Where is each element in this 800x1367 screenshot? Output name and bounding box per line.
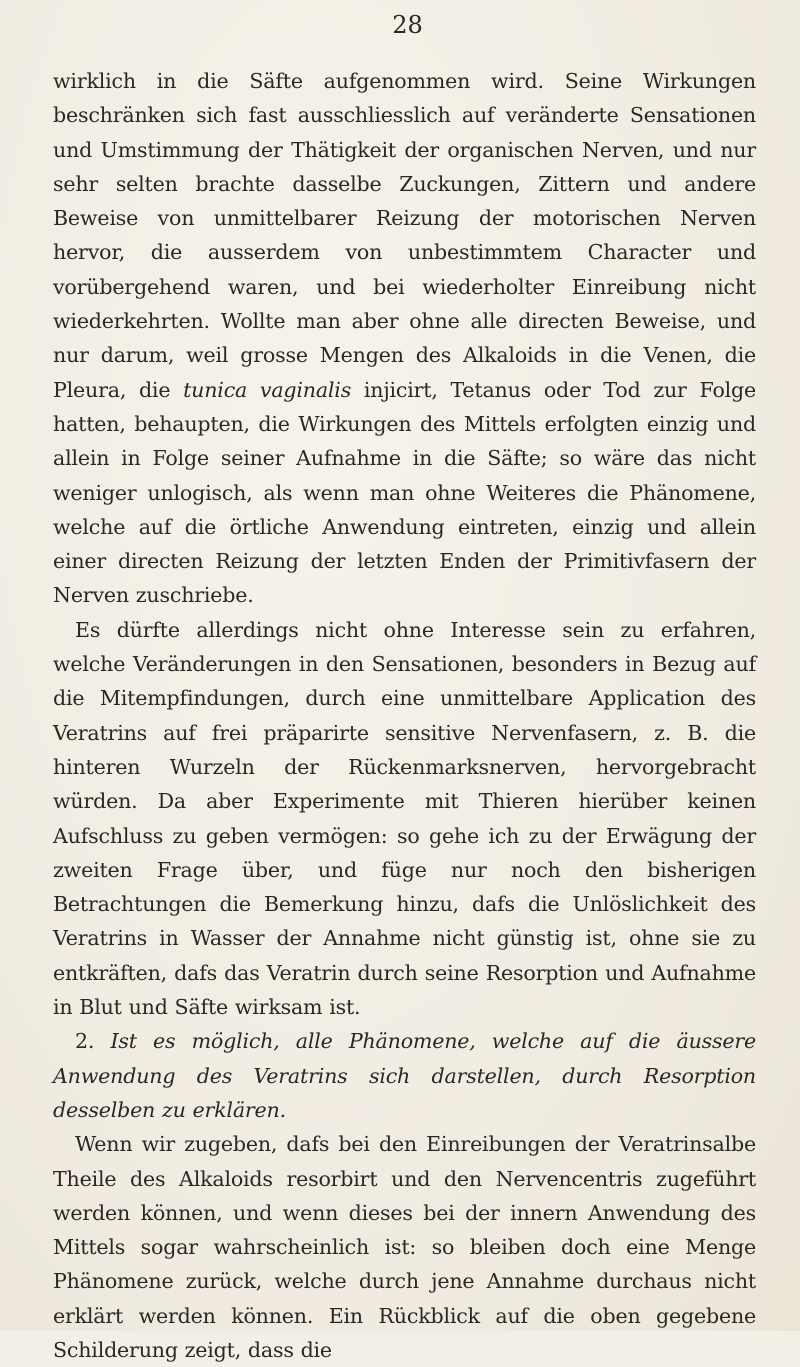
paragraph-1-text-a: wirklich in die Säfte aufgenommen wird. Seine Wirkungen beschränken sich fast ausschliesslich auf veränderte Sensationen und Umstimmung der Thätigkeit der organischen Nerven, und nur sehr selten brachte dasselbe Zuckungen, Zittern und andere Beweise von unmittelbarer Reizung der motorischen Nerven hervor, die ausserdem von unbestimmtem Character und vorübergehend waren, und bei wiederholter Einreibung nicht wiederkehrten. Wollte man aber ohne alle directen Beweise, und nur darum, weil grosse Mengen des Alkaloids in die Venen, die Pleura, die <box>53 69 756 402</box>
italic-term-tunica-vaginalis: tunica vaginalis <box>183 377 352 402</box>
body-text <box>53 64 756 1367</box>
section-heading-2 <box>53 1024 756 1127</box>
paragraph-2: Es dürfte allerdings nicht ohne Interesse sein zu erfahren, welche Veränderungen in den Sensationen, besonders in Bezug auf die Mitempfindungen, durch eine unmittelbare Application des Veratrins auf frei präparirte sensitive Nervenfasern, z. B. die hinteren Wurzeln der Rückenmarksnerven, hervorgebracht würden. Da aber Experimente mit Thieren hierüber keinen Aufschluss zu geben vermögen: so gehe ich zu der Erwägung der zweiten Frage über, und füge nur noch den bisherigen Betrachtungen die Bemerkung hinzu, dafs die Unlöslichkeit des Veratrins in Wasser der Annahme nicht günstig ist, ohne sie zu entkräften, dafs das Veratrin durch seine Resorption und Aufnahme in Blut und Säfte wirksam ist. <box>53 617 756 1020</box>
paragraph-1-text-b: injicirt, Tetanus oder Tod zur Folge hatten, behaupten, die Wirkungen des Mittels erfolgten einzig und allein in Folge seiner Aufnahme in die Säfte; so wäre das nicht weniger unlogisch, als wenn man ohne Weiteres die Phänomene, welche auf die örtliche Anwendung eintreten, einzig und allein einer directen Reizung der letzten Enden der Primitivfasern der Nerven zuschriebe. <box>53 377 757 608</box>
section-number: 2. <box>75 1029 95 1054</box>
paragraph-3: Wenn wir zugeben, dafs bei den Einreibungen der Veratrinsalbe Theile des Alkaloids resorbirt und den Nervencentris zugeführt werden können, und wenn dieses bei der innern Anwendung des Mittels sogar wahrscheinlich ist: so bleiben doch eine Menge Phänomene zurück, welche durch jene Annahme durchaus nicht erklärt werden können. Ein Rückblick auf die oben gegebene Schilderung zeigt, dass die <box>53 1132 756 1362</box>
section-heading-text: Ist es möglich, alle Phänomene, welche auf die äussere Anwendung des Veratrins sich darstellen, durch Resorption desselben zu erklären. <box>53 1029 756 1122</box>
page-number: 28 <box>392 11 423 39</box>
paragraph-1 <box>53 64 756 613</box>
